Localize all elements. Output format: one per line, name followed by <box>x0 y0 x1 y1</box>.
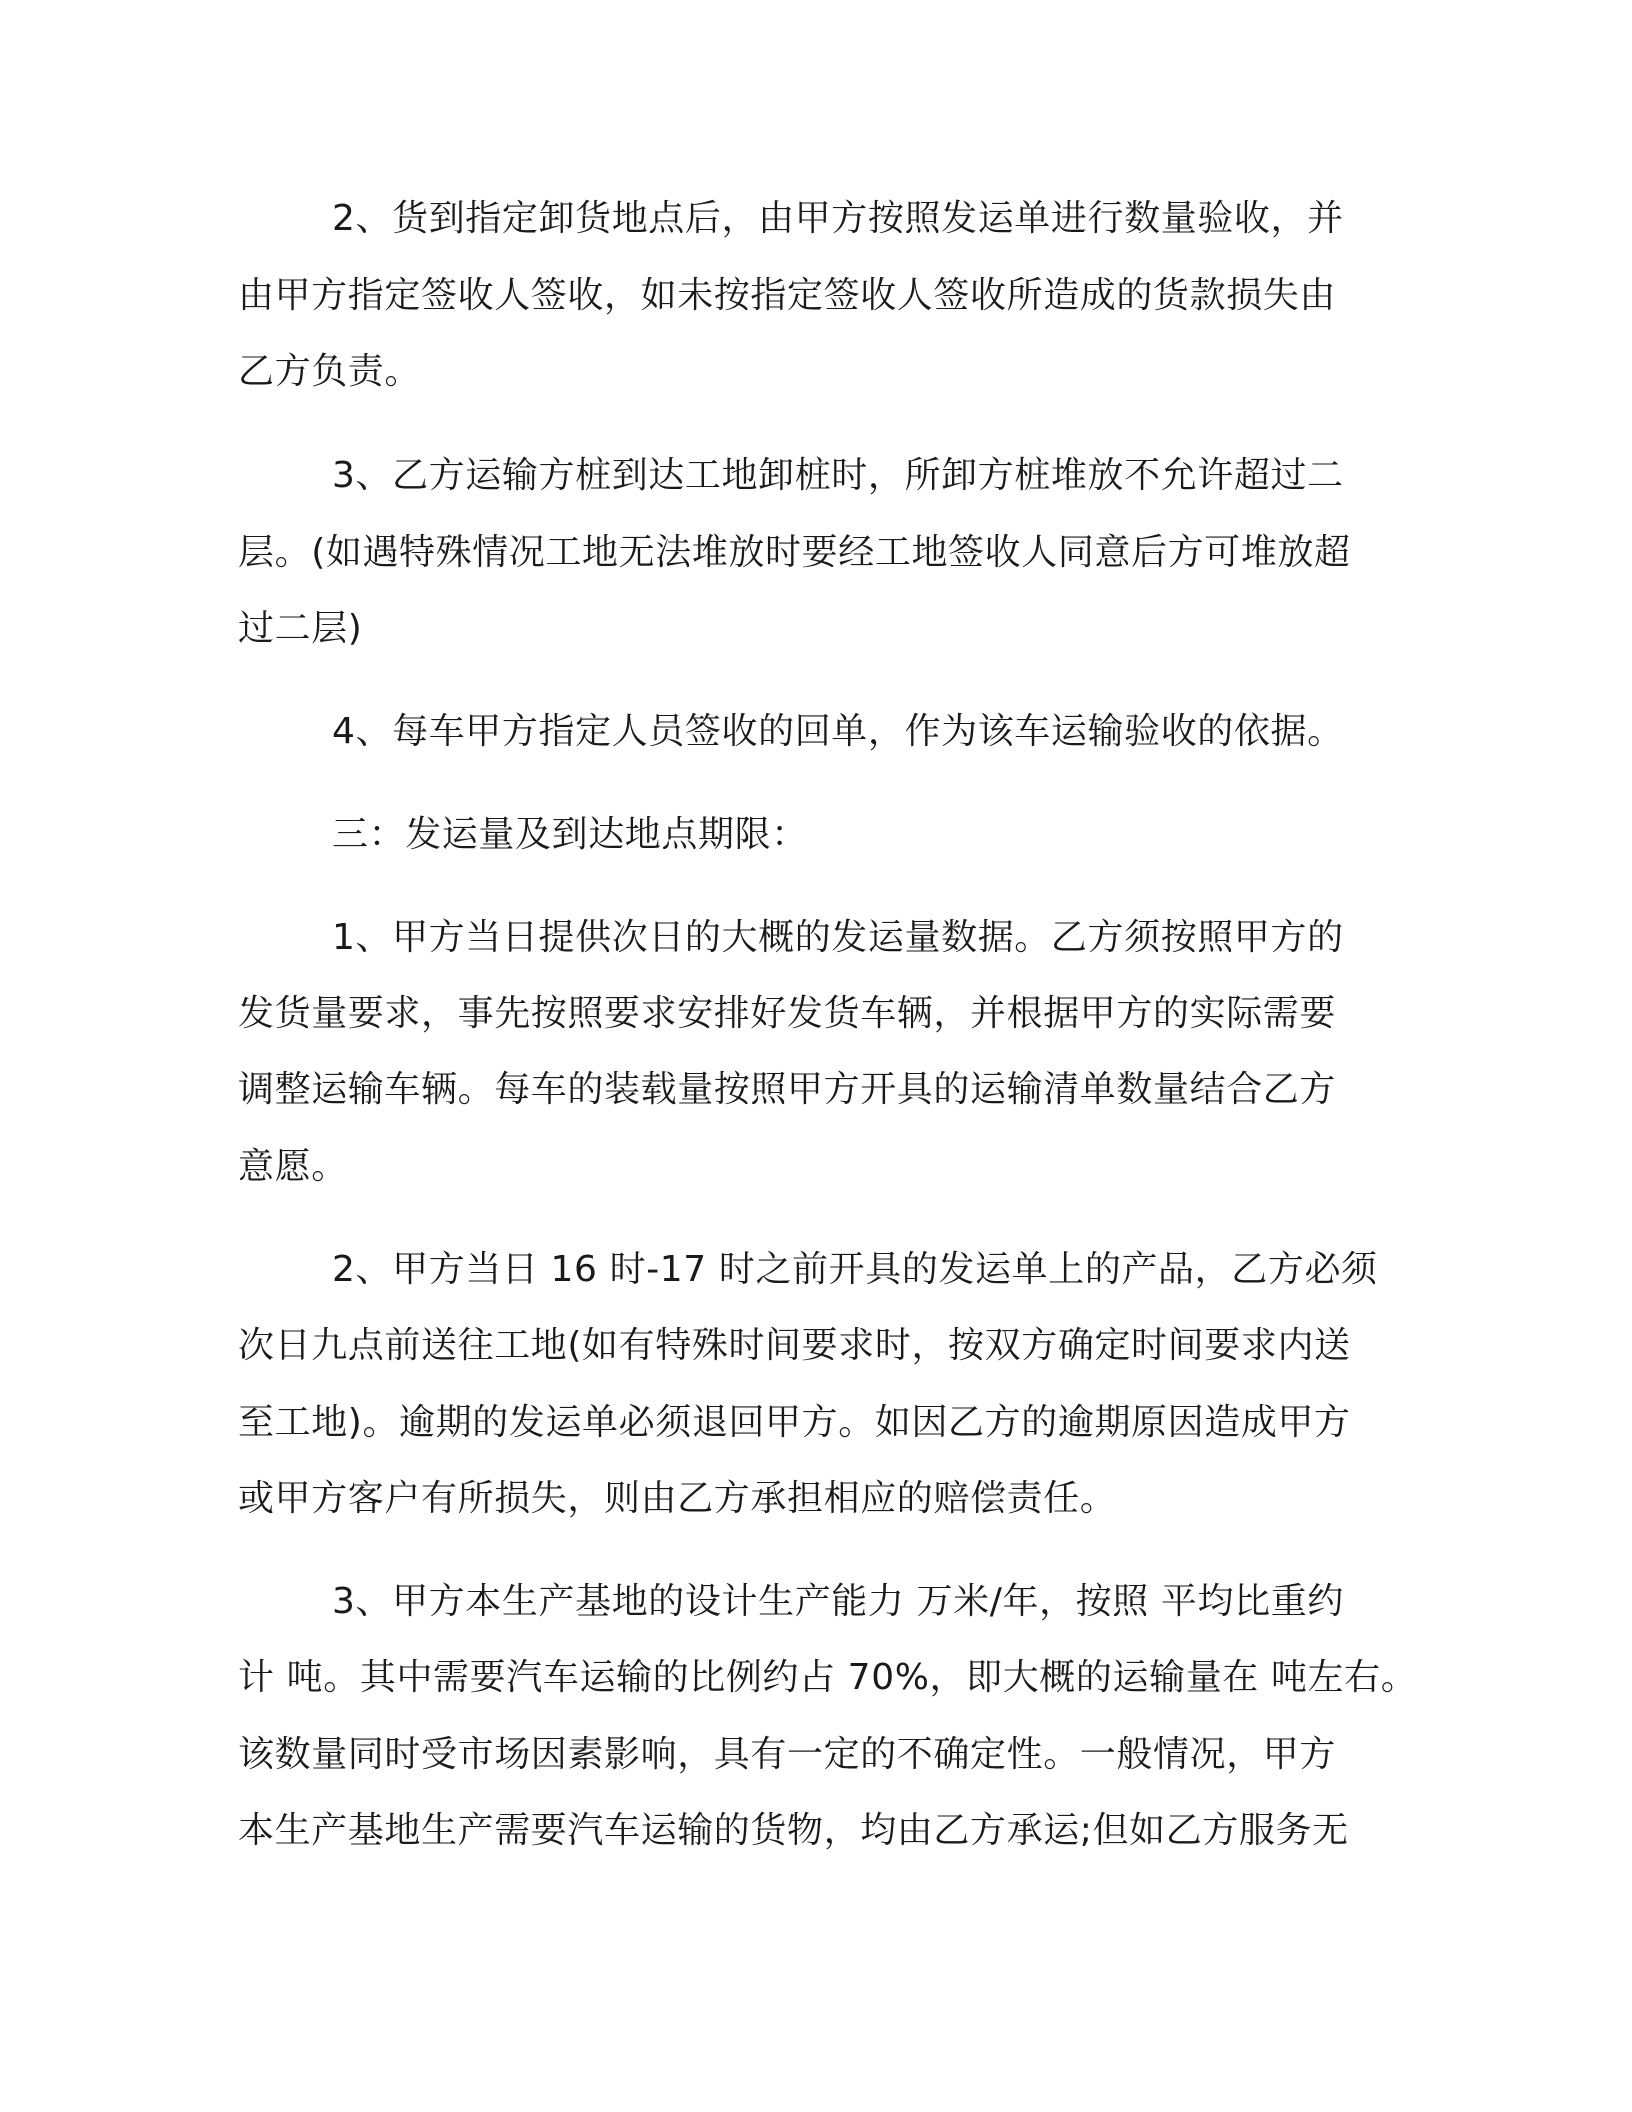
text-line: 计 吨。其中需要汽车运输的比例约占 70%，即大概的运输量在 吨左右。 <box>238 1657 1418 1698</box>
text-line: 至工地)。逾期的发运单必须退回甲方。如因乙方的逾期原因造成甲方 <box>238 1402 1351 1443</box>
text-line: 次日九点前送往工地(如有特殊时间要求时，按双方确定时间要求内送 <box>238 1325 1351 1366</box>
text-line: 意愿。 <box>238 1146 348 1187</box>
text-line: 该数量同时受市场因素影响，具有一定的不确定性。一般情况，甲方 <box>238 1734 1337 1775</box>
text-line: 调整运输车辆。每车的装载量按照甲方开具的运输清单数量结合乙方 <box>238 1069 1337 1110</box>
text-line: 3、甲方本生产基地的设计生产能力 万米/年，按照 平均比重约 <box>332 1581 1344 1622</box>
text-line: 4、每车甲方指定人员签收的回单，作为该车运输验收的依据。 <box>332 711 1344 752</box>
text-line: 1、甲方当日提供次日的大概的发运量数据。乙方须按照甲方的 <box>332 917 1344 958</box>
text-line: 过二层) <box>238 608 363 649</box>
text-line: 2、货到指定卸货地点后，由甲方按照发运单进行数量验收，并 <box>332 198 1344 239</box>
text-line: 或甲方客户有所损失，则由乙方承担相应的赔偿责任。 <box>238 1478 1117 1519</box>
text-line: 3、乙方运输方桩到达工地卸桩时，所卸方桩堆放不允许超过二 <box>332 455 1344 496</box>
text-line: 由甲方指定签收人签收，如未按指定签收人签收所造成的货款损失由 <box>238 275 1337 316</box>
text-line: 乙方负责。 <box>238 351 422 392</box>
section-heading: 三：发运量及到达地点期限： <box>332 814 808 855</box>
text-line: 层。(如遇特殊情况工地无法堆放时要经工地签收人同意后方可堆放超 <box>238 532 1351 573</box>
text-line: 本生产基地生产需要汽车运输的货物，均由乙方承运;但如乙方服务无 <box>238 1810 1349 1851</box>
text-line: 2、甲方当日 16 时-17 时之前开具的发运单上的产品，乙方必须 <box>332 1249 1378 1290</box>
text-line: 发货量要求，事先按照要求安排好发货车辆，并根据甲方的实际需要 <box>238 993 1337 1034</box>
